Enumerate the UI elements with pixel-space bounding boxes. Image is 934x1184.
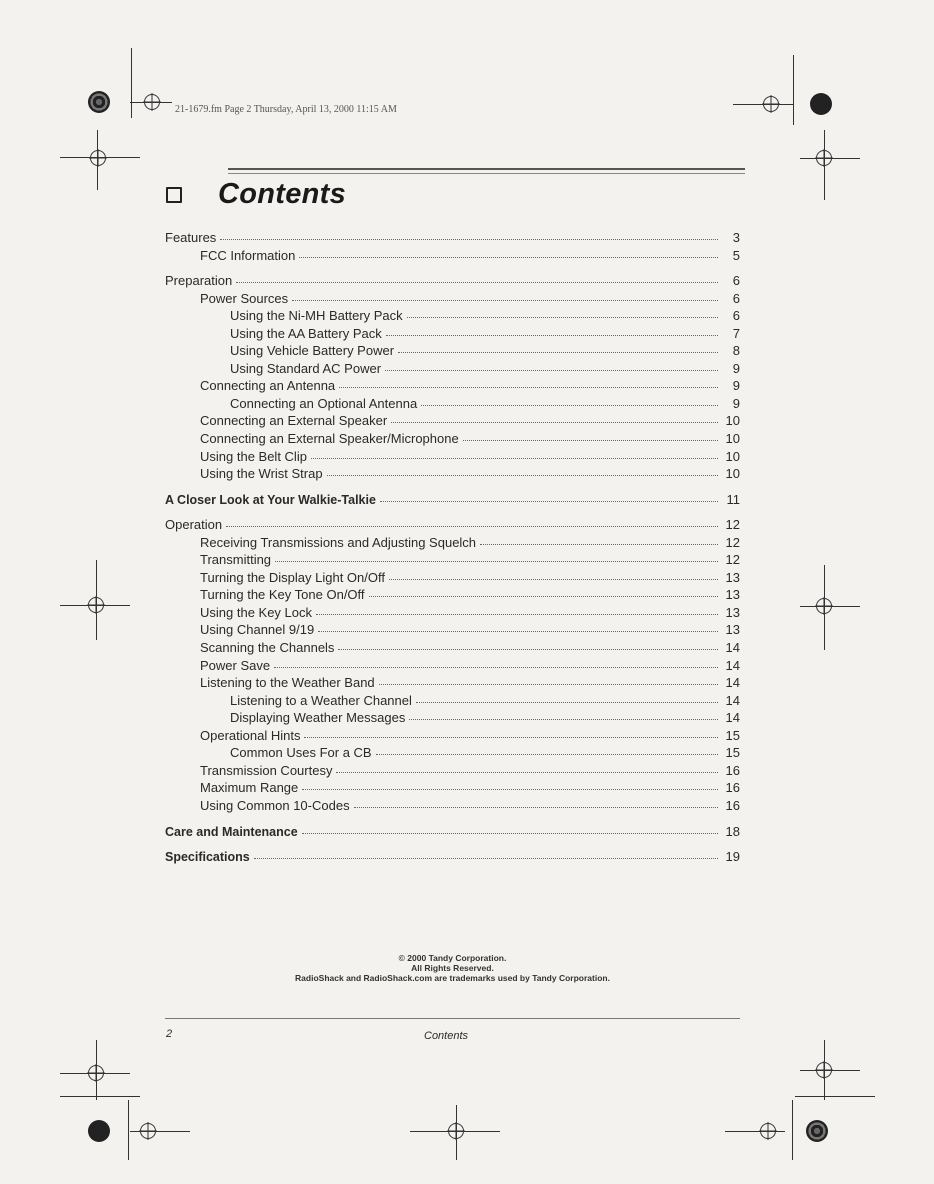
dot-leader [409, 708, 718, 720]
crop-line [800, 158, 860, 159]
toc-entry-page: 13 [725, 587, 740, 603]
crop-line [60, 1096, 140, 1097]
toc-entry [165, 744, 740, 762]
toc-entry-label: Using Vehicle Battery Power [230, 343, 395, 359]
toc-entry-label: Scanning the Channels [200, 640, 335, 656]
toc-entry [165, 569, 740, 587]
dot-leader [254, 847, 718, 859]
toc-entry-page: 6 [732, 273, 740, 289]
dot-leader [236, 271, 718, 283]
toc-entry [165, 325, 740, 343]
crop-line [795, 1096, 875, 1097]
toc-entry-label: Turning the Display Light On/Off [200, 569, 385, 585]
toc-entry-label: FCC Information [200, 247, 296, 263]
toc-entry-label: Specifications [165, 850, 250, 865]
toc-entry [165, 491, 740, 509]
toc-entry-page: 10 [725, 413, 740, 429]
dot-leader [220, 228, 718, 240]
dot-leader [407, 306, 718, 318]
footer-rule [165, 1018, 740, 1019]
toc-entry [165, 709, 740, 727]
toc-entry-page: 10 [725, 448, 740, 464]
registration-dot [88, 1120, 110, 1142]
toc-entry-page: 6 [732, 290, 740, 306]
page-number: 2 [166, 1028, 173, 1040]
toc-entry-label: Connecting an External Speaker [200, 413, 388, 429]
toc-entry-page: 13 [725, 569, 740, 585]
toc-entry-page: 7 [732, 325, 740, 341]
toc-entry-page: 8 [732, 343, 740, 359]
toc-entry-label: A Closer Look at Your Walkie-Talkie [165, 492, 376, 507]
toc-entry-label: Transmitting [200, 552, 272, 568]
dot-leader [336, 761, 718, 773]
dot-leader [292, 289, 718, 301]
toc-entry-page: 15 [725, 745, 740, 761]
crop-line [456, 1105, 457, 1160]
dot-leader [339, 376, 718, 388]
toc-entry-page: 16 [725, 797, 740, 813]
dot-leader [391, 411, 718, 423]
dot-leader [369, 585, 718, 597]
toc-entry-page: 16 [725, 780, 740, 796]
dot-leader [480, 533, 718, 545]
toc-entry-label: Power Sources [200, 290, 289, 306]
dot-leader [380, 490, 718, 502]
toc-entry-label: Maximum Range [200, 780, 299, 796]
dot-leader [299, 246, 718, 258]
crop-line [410, 1131, 500, 1132]
crop-line [60, 157, 140, 158]
toc-entry-label: Using the Belt Clip [200, 448, 307, 464]
title-box-icon [166, 187, 182, 203]
toc-entry [165, 465, 740, 483]
toc-entry-label: Receiving Transmissions and Adjusting Squelch [200, 534, 477, 550]
toc-entry [165, 674, 740, 692]
dot-leader [302, 778, 718, 790]
toc-entry [165, 307, 740, 325]
toc-entry-page: 9 [732, 360, 740, 376]
crop-line [131, 48, 132, 118]
toc-entry-label: Care and Maintenance [165, 824, 298, 839]
trademark-line: RadioShack and RadioShack.com are trademarks used by Tandy Corporation. [295, 973, 610, 983]
rights-line: All Rights Reserved. [411, 963, 494, 973]
crop-line [130, 1131, 190, 1132]
toc-entry [165, 779, 740, 797]
toc-entry-page: 14 [725, 675, 740, 691]
dot-leader [338, 638, 718, 650]
toc-entry-page: 6 [732, 308, 740, 324]
crop-line [733, 104, 793, 105]
toc-entry-page: 10 [725, 466, 740, 482]
toc-entry-page: 9 [732, 378, 740, 394]
toc-entry-page: 14 [725, 640, 740, 656]
toc-entry-label: Power Save [200, 657, 271, 673]
toc-entry-label: Connecting an Optional Antenna [230, 395, 418, 411]
toc-entry [165, 229, 740, 247]
toc-entry-page: 12 [725, 534, 740, 550]
dot-leader [316, 603, 718, 615]
copyright-notice [165, 953, 740, 983]
toc-entry-label: Using Standard AC Power [230, 360, 382, 376]
crop-line [725, 1131, 785, 1132]
dot-leader [376, 743, 718, 755]
dot-leader [275, 550, 718, 562]
toc-entry-label: Using the AA Battery Pack [230, 325, 382, 341]
dot-leader [386, 324, 718, 336]
print-slug: 21-1679.fm Page 2 Thursday, April 13, 2000 11:15 AM [175, 104, 397, 115]
toc-entry [165, 848, 740, 866]
toc-entry [165, 639, 740, 657]
crop-line [96, 1040, 97, 1100]
toc-entry-label: Using the Key Lock [200, 604, 313, 620]
dot-leader [385, 359, 718, 371]
toc-entry-page: 18 [725, 823, 740, 839]
toc-entry [165, 395, 740, 413]
toc-entry [165, 516, 740, 534]
dot-leader [226, 515, 718, 527]
crop-line [60, 605, 130, 606]
toc-entry [165, 290, 740, 308]
toc-entry-page: 15 [725, 727, 740, 743]
toc-entry [165, 586, 740, 604]
toc-entry-label: Listening to a Weather Channel [230, 692, 412, 708]
toc-entry-page: 10 [725, 431, 740, 447]
registration-dot [810, 93, 832, 115]
toc-entry-page: 13 [725, 604, 740, 620]
toc-entry [165, 448, 740, 466]
toc-entry-label: Common Uses For a CB [230, 745, 372, 761]
crop-line [97, 130, 98, 190]
toc-entry-label: Features [165, 230, 217, 245]
toc-entry [165, 272, 740, 290]
toc-entry-label: Transmission Courtesy [200, 762, 333, 778]
toc-entry-label: Operational Hints [200, 727, 301, 743]
dot-leader [311, 447, 718, 459]
footer-section-title: Contents [424, 1030, 469, 1042]
toc-entry-page: 12 [725, 517, 740, 533]
page-title: Contents [218, 178, 347, 210]
toc-entry [165, 621, 740, 639]
toc-entry-page: 14 [725, 692, 740, 708]
dot-leader [318, 620, 718, 632]
toc-entry [165, 604, 740, 622]
registration-dot [88, 91, 110, 113]
dot-leader [354, 796, 718, 808]
dot-leader [274, 656, 718, 668]
crop-line [792, 1100, 793, 1160]
toc-entry-label: Listening to the Weather Band [200, 675, 375, 691]
toc-entry-page: 19 [725, 849, 740, 865]
toc-entry [165, 727, 740, 745]
crop-line [824, 1040, 825, 1100]
toc-entry [165, 551, 740, 569]
dot-leader [463, 429, 718, 441]
toc-entry-label: Connecting an External Speaker/Microphone [200, 431, 459, 447]
toc-entry [165, 430, 740, 448]
crop-line [60, 1073, 130, 1074]
crop-line [128, 1100, 129, 1160]
toc-entry [165, 823, 740, 841]
toc-entry-page: 3 [732, 230, 740, 245]
toc-entry [165, 692, 740, 710]
toc-entry-label: Using the Ni-MH Battery Pack [230, 308, 403, 324]
copyright-line: © 2000 Tandy Corporation. [398, 953, 507, 963]
dot-leader [304, 726, 718, 738]
toc-entry-label: Operation [165, 517, 223, 533]
toc-entry-page: 5 [732, 247, 740, 263]
toc-entry-page: 11 [726, 491, 740, 507]
dot-leader [302, 822, 718, 834]
crop-line [800, 606, 860, 607]
toc-entry-label: Displaying Weather Messages [230, 710, 406, 726]
title-rule [228, 168, 745, 170]
dot-leader [416, 691, 718, 703]
toc-entry-page: 12 [725, 552, 740, 568]
crop-line [824, 130, 825, 200]
registration-mark [90, 150, 106, 166]
dot-leader [389, 568, 718, 580]
crop-line [793, 55, 794, 125]
dot-leader [327, 464, 718, 476]
crop-line [96, 560, 97, 640]
toc-entry [165, 377, 740, 395]
toc-entry-label: Using Channel 9/19 [200, 622, 315, 638]
toc-entry-page: 13 [725, 622, 740, 638]
toc-entry [165, 360, 740, 378]
toc-entry-page: 14 [725, 710, 740, 726]
toc-entry-label: Preparation [165, 273, 233, 289]
dot-leader [379, 673, 718, 685]
crop-line [800, 1070, 860, 1071]
toc-entry [165, 534, 740, 552]
toc-entry-page: 14 [725, 657, 740, 673]
title-rule [228, 173, 745, 174]
dot-leader [398, 341, 718, 353]
toc-entry-label: Using the Wrist Strap [200, 466, 323, 482]
toc-entry-label: Turning the Key Tone On/Off [200, 587, 365, 603]
toc-entry [165, 247, 740, 265]
toc-entry [165, 762, 740, 780]
toc-entry [165, 657, 740, 675]
crop-line [824, 565, 825, 650]
toc-entry [165, 412, 740, 430]
toc-entry [165, 797, 740, 815]
dot-leader [421, 394, 718, 406]
toc-entry-page: 9 [732, 395, 740, 411]
toc-entry [165, 342, 740, 360]
table-of-contents [165, 229, 740, 866]
toc-entry-page: 16 [725, 762, 740, 778]
toc-entry-label: Using Common 10-Codes [200, 797, 350, 813]
crop-line [130, 102, 172, 103]
toc-entry-label: Connecting an Antenna [200, 378, 336, 394]
registration-dot [806, 1120, 828, 1142]
